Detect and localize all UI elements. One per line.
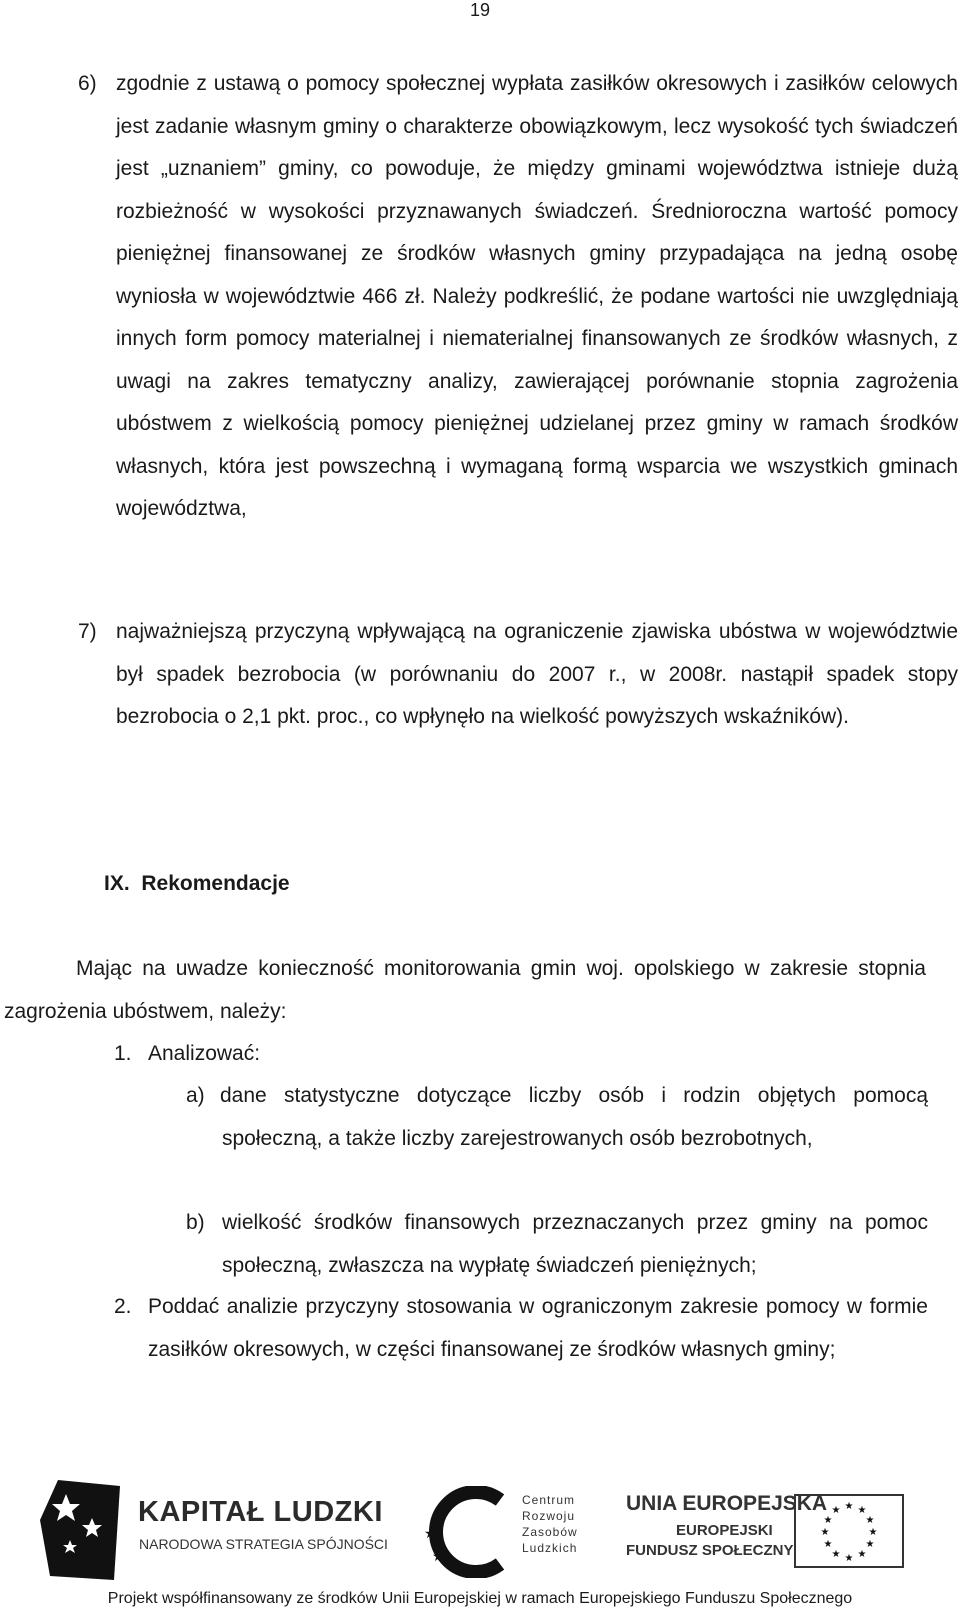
svg-text:★: ★: [823, 1539, 833, 1550]
subitem-letter: a): [186, 1084, 205, 1107]
svg-text:★: ★: [462, 1565, 473, 1578]
section-title: Rekomendacje: [141, 872, 290, 895]
svg-text:★: ★: [831, 1549, 841, 1560]
list-item-text: zgodnie z ustawą o pomocy społecznej wypłata zasiłków okresowych i zasiłków celowych jest zadanie własnym gminy o charakterze obowiązkowym, lecz wysokość tych świadczeń jest „uznaniem” gminy, co powoduje, że między gminami województwa istnieje dużą rozbieżność w wysokości przyznawanych świadczeń. Średnioroczna wartość pomocy pieniężnej finansowanej ze środków własnych gminy przypadająca na jedną osobę wyniosła w województwie 466 zł. Należy podkreślić, że podane wartości nie uwzględniają innych form pomocy materialnej i niematerialnej finansowanych ze środków własnych, z uwagi na zakres tematyczny analizy, zawierającej porównanie stopnia zagrożenia ubóstwem z wielkością pomocy pieniężnej udzielanej przez gminy w ramach środków własnych, która jest powszechną i wymaganą formą wsparcia we wszystkich gminach województwa,: [116, 72, 958, 520]
svg-text:★: ★: [432, 1549, 445, 1565]
svg-text:★: ★: [823, 1515, 833, 1526]
list-item-number: 7): [78, 620, 97, 643]
crzl-text: [522, 1492, 578, 1556]
svg-text:★: ★: [857, 1505, 867, 1516]
crzl-line: Centrum: [522, 1493, 576, 1507]
crzl-line: Zasobów: [522, 1525, 578, 1539]
list-item: [78, 611, 958, 739]
svg-text:★: ★: [844, 1553, 854, 1564]
svg-text:★: ★: [857, 1549, 867, 1560]
svg-text:★: ★: [865, 1539, 875, 1550]
svg-text:★: ★: [831, 1505, 841, 1516]
section-heading: [104, 872, 290, 896]
kapital-ludzki-logo-icon: [40, 1480, 120, 1580]
section-number: IX.: [104, 872, 130, 895]
svg-text:★: ★: [844, 1501, 854, 1512]
recommendation-number: 2.: [114, 1295, 132, 1318]
page-footer: Projekt współfinansowany ze środków Unii Europejskiej w ramach Europejskiego Funduszu Społecznego: [107, 1590, 853, 1607]
svg-text:★: ★: [820, 1527, 830, 1538]
svg-text:★: ★: [424, 1526, 437, 1542]
subitem-text: dane statystyczne dotyczące liczby osób i rodzin objętych pomocą społeczną, a także liczby zarejestrowanych osób bezrobotnych,: [220, 1084, 928, 1150]
page-number: 19: [469, 0, 491, 20]
logo-band: [0, 1478, 960, 1588]
kapital-ludzki-subtitle: NARODOWA STRATEGIA SPÓJNOŚCI: [139, 1536, 388, 1552]
kapital-ludzki-title: KAPITAŁ LUDZKI: [138, 1496, 383, 1528]
list-item-text: najważniejszą przyczyną wpływającą na ograniczenie zjawiska ubóstwa w województwie był spadek bezrobocia (w porównaniu do 2007 r., w 2008r. nastąpił spadek stopy bezrobocia o 2,1 pkt. proc., co wpłynęło na wielkość powyższych wskaźników).: [116, 620, 958, 728]
crzl-logo-icon: [422, 1486, 522, 1578]
intro-paragraph: Mając na uwadze konieczność monitorowania gmin woj. opolskiego w zakresie stopnia zagrożenia ubóstwem, należy:: [4, 957, 926, 1023]
svg-text:★: ★: [865, 1515, 875, 1526]
svg-text:★: ★: [462, 1489, 473, 1503]
recommendation-number: 1.: [114, 1042, 132, 1065]
ue-line2: EUROPEJSKI: [676, 1522, 773, 1539]
crzl-line: Ludzkich: [522, 1541, 578, 1555]
list-item: [78, 63, 958, 531]
ue-line3: FUNDUSZ SPOŁECZNY: [626, 1542, 794, 1559]
recommendation-text: Poddać analizie przyczyny stosowania w ograniczonym zakresie pomocy w formie zasiłków okresowych, w części finansowanej ze środków własnych gminy;: [148, 1295, 928, 1361]
recommendation-text: Analizować:: [148, 1042, 261, 1065]
subitem-text: wielkość środków finansowych przeznaczanych przez gminy na pomoc społeczną, zwłaszcza na wypłatę świadczeń pieniężnych;: [222, 1211, 928, 1277]
list-item-number: 6): [78, 72, 97, 95]
subitem-letter: b): [186, 1211, 205, 1234]
svg-text:★: ★: [434, 1504, 447, 1520]
crzl-line: Rozwoju: [522, 1509, 576, 1523]
eu-flag-icon: [794, 1494, 904, 1568]
svg-text:★: ★: [868, 1527, 878, 1538]
ue-title: UNIA EUROPEJSKA: [626, 1492, 828, 1515]
